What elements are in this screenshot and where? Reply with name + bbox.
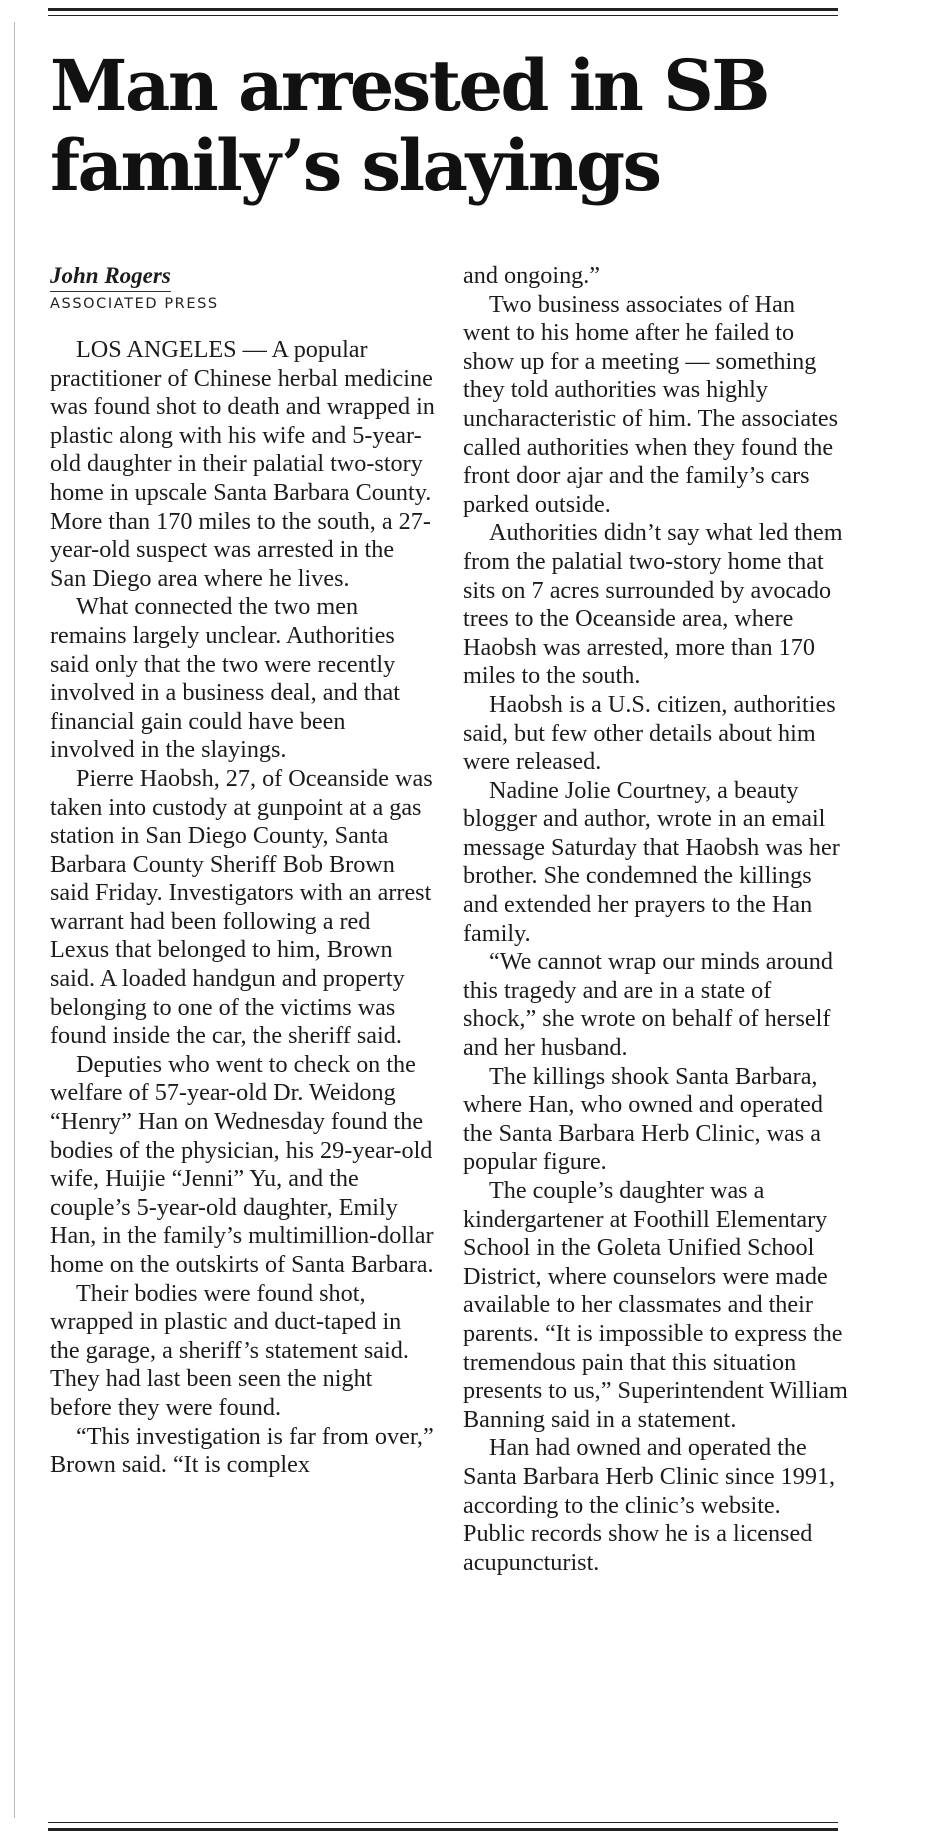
paragraph: The killings shook Santa Barbara, where Han, who owned and operated the Santa Barbara Herb Clinic, was a popular figure. xyxy=(463,1062,823,1176)
agency-credit: ASSOCIATED PRESS xyxy=(50,296,219,312)
paragraph: Nadine Jolie Courtney, a beauty blogger and author, wrote in an email message Saturday that Haobsh was her brother. She condemned the killings and extended her prayers to the Han family. xyxy=(463,776,840,947)
top-rule-thick xyxy=(48,8,838,11)
bottom-rule-thick xyxy=(48,1828,838,1831)
paragraph-continuation: and ongoing.” xyxy=(463,262,601,289)
column-left xyxy=(50,262,435,1480)
paragraph: “We cannot wrap our minds around this tragedy and are in a state of shock,” she wrote on behalf of herself and her husband. xyxy=(463,948,833,1062)
paragraph: Their bodies were found shot, wrapped in plastic and duct-taped in the garage, a sheriff’s statement said. They had last been seen the night before they were found. xyxy=(50,1279,409,1421)
page-edge-line xyxy=(14,22,15,1818)
headline: Man arrested in SB family’s slayings xyxy=(50,44,768,207)
paragraph: LOS ANGELES — A popular practitioner of Chinese herbal medicine was found shot to death and wrapped in plastic along with his wife and 5-year-old daughter in their palatial two-story home in upscale Santa Barbara County. More than 170 miles to the south, a 27-year-old suspect was arrested in the San Diego area where he lives. xyxy=(50,336,435,592)
paragraph: What connected the two men remains largely unclear. Authorities said only that the two were recently involved in a business deal, and that financial gain could have been involved in the slayings. xyxy=(50,593,400,764)
paragraph: “This investigation is far from over,” Brown said. “It is complex xyxy=(50,1422,434,1479)
paragraph: Haobsh is a U.S. citizen, authorities said, but few other details about him were released. xyxy=(463,690,836,776)
top-rule-thin xyxy=(48,15,838,16)
column-right xyxy=(463,262,848,1577)
paragraph: Authorities didn’t say what led them from the palatial two-story home that sits on 7 acres surrounded by avocado trees to the Oceanside area, where Haobsh was arrested, more than 170 miles to the south. xyxy=(463,519,843,690)
paragraph: Deputies who went to check on the welfare of 57-year-old Dr. Weidong “Henry” Han on Wednesday found the bodies of the physician, his 29-year-old wife, Huijie “Jenni” Yu, and the couple’s 5-year-old daughter, Emily Han, in the family’s multimillion-dollar home on the outskirts of Santa Barbara. xyxy=(50,1050,434,1278)
byline: John Rogers xyxy=(50,262,171,292)
paragraph: Two business associates of Han went to his home after he failed to show up for a meeting — something they told authorities was highly uncharacteristic of him. The associates called authorities when they found the front door ajar and the family’s cars parked outside. xyxy=(463,290,838,518)
paragraph: Pierre Haobsh, 27, of Oceanside was taken into custody at gunpoint at a gas station in San Diego County, Santa Barbara County Sheriff Bob Brown said Friday. Investigators with an arrest warrant had been following a red Lexus that belonged to him, Brown said. A loaded handgun and property belonging to one of the victims was found inside the car, the sheriff said. xyxy=(50,764,433,1050)
paragraph: The couple’s daughter was a kindergartener at Foothill Elementary School in the Goleta Unified School District, where counselors were made available to her classmates and their parents. “It is impossible to express the tremendous pain that this situation presents to us,” Superintendent William Banning said in a statement. xyxy=(463,1177,848,1433)
bottom-rule-thin xyxy=(48,1822,838,1823)
paragraph: Han had owned and operated the Santa Barbara Herb Clinic since 1991, according to the clinic’s website. Public records show he is a licensed acupuncturist. xyxy=(463,1434,836,1576)
